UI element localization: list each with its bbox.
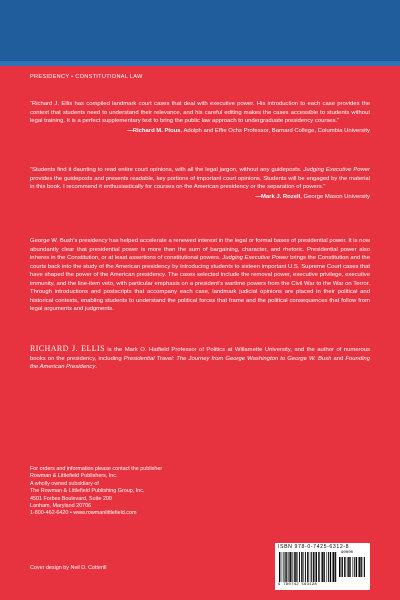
description-book-title: Judging Executive Power	[222, 255, 289, 261]
blurb-1-attribution	[30, 127, 370, 136]
author-bio-text	[30, 345, 370, 372]
blurb-2-attribution	[30, 193, 370, 202]
blurb-2	[30, 166, 370, 201]
publisher-info	[30, 466, 200, 518]
blurb-1-text: “Richard J. Ellis has compiled landmark court cases that deal with executive power. His introduction to each case provides the context that students need to understand their relevance, and his careful editing makes the cases accessible to students without legal training. It is a perfect supplementary text to bring the public law approach to undergraduate presidency courses.”	[30, 101, 370, 124]
cover-design-credit: Cover design by Neil D. Cotterill	[30, 565, 107, 571]
publisher-line: Lanham, Maryland 20706	[30, 503, 92, 510]
author-bio	[30, 345, 370, 372]
blurb-2-text	[30, 166, 370, 192]
blurb-1-attribution-title: , Adolph and Effie Ochs Professor, Barnard College, Columbia University	[180, 127, 370, 134]
ean-digits: 9 780742 563128	[278, 583, 318, 587]
price-code: 90000	[341, 551, 354, 555]
top-color-band	[0, 0, 400, 66]
author-bio-part1: is the Mark O. Hatfield Professor of Politics at Willamette University, and the author of numerous books on the presidency, including	[30, 347, 371, 362]
ean-barcode-bars	[279, 552, 337, 582]
author-bio-part3: .	[95, 364, 97, 370]
author-bio-part2: and	[331, 355, 346, 362]
price-barcode-bars	[339, 557, 365, 577]
blurb-2-book-title: Judging Executive Power	[303, 167, 370, 173]
publisher-line: 4501 Forbes Boulevard, Suite 200	[30, 495, 112, 502]
category-label: PRESIDENCY • CONSTITUTIONAL LAW	[30, 74, 143, 80]
blurb-2-text-part2: provides the guideposts and presents readable, key portions of important court opinions. Students will be engaged by the material in this book. I recommend it enthusiastically for courses on the American presidency or the separation of powers.”	[30, 175, 370, 190]
publisher-line: A wholly owned subsidiary of	[30, 480, 99, 487]
publisher-line: Rowman & Littlefield Publishers, Inc.	[30, 473, 118, 480]
book-description-text	[30, 237, 370, 314]
publisher-line: 1-800-462-6420 • www.rowmanlittlefield.com	[30, 510, 137, 517]
blurb-2-text-part1: “Students find it daunting to read entire court opinions, with all the legal jargon, without any guideposts.	[30, 167, 304, 173]
publisher-line: For orders and information please contact the publisher	[30, 466, 163, 472]
author-bio-title1: Presidential Travel: The Journey from George Washington to George W. Bush	[123, 355, 332, 362]
publisher-line: The Rowman & Littlefield Publishing Group, Inc.	[30, 488, 145, 495]
isbn-barcode	[275, 543, 370, 590]
blurb-1	[30, 100, 370, 135]
blurb-2-attribution-name: —Mark J. Rozell	[255, 193, 301, 200]
blurb-1-attribution-name: —Richard M. Pious	[126, 127, 181, 134]
blurb-2-attribution-title: , George Mason University	[300, 193, 370, 200]
author-bio-title2: Founding the American Presidency	[30, 355, 370, 370]
book-description	[30, 237, 370, 314]
isbn-number: ISBN 978-0-7425-6312-8	[278, 544, 350, 550]
author-name: RICHARD J. ELLIS	[30, 344, 105, 353]
description-part1: George W. Bush’s presidency has helped accelerate a renewed interest in the legal or formal bases of presidential power. It is now abundantly clear that presidential power is more than the sum of bargaining, character, and rhetoric. Presidential power also inheres in the Constitution, or at least assertions of constitutional powers.	[30, 238, 370, 261]
description-part2: brings the Constitution and the courts back into the study of the American presidency by introducing students to sixteen important U.S. Supreme Court cases that have shaped the power of the American presidency. The cases selected include the removal power, executive privilege, executive immunity, and the line-item veto, with particular emphasis on a president’s wartime powers from the Civil War to the War on Terror. Through introductions and postscripts that accompany each case, landmark judicial opinions are placed in their political and historical contexts, enabling students to understand the political forces that frame and the political consequences that follow from legal arguments and judgments.	[30, 255, 370, 312]
